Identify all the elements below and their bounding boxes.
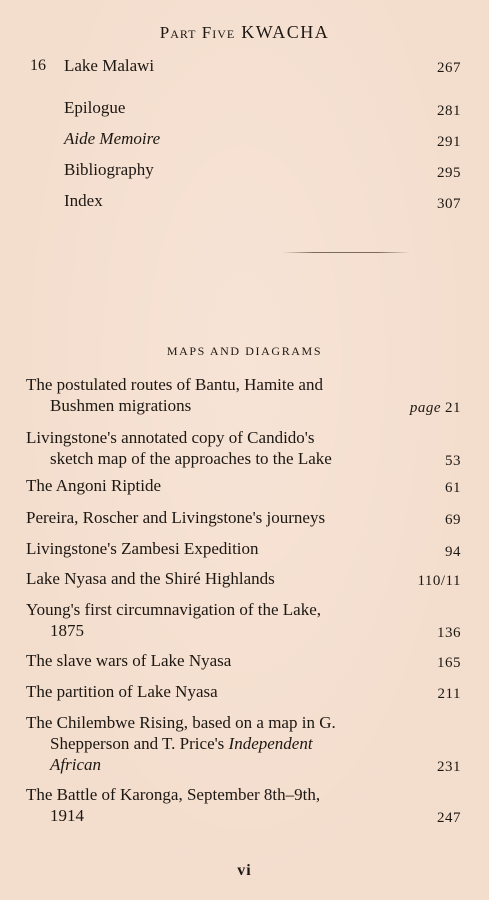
ornamental-rule	[282, 252, 410, 253]
map-entry	[26, 475, 461, 496]
page-number: 61	[445, 480, 461, 496]
section-title: Epilogue	[64, 98, 126, 117]
map-entry	[26, 681, 461, 702]
section-title: Index	[64, 191, 103, 210]
map-title-line: The Angoni Riptide	[26, 476, 162, 495]
map-title-line: The Battle of Karonga, September 8th–9th,	[26, 785, 321, 804]
section-title: Bibliography	[64, 160, 154, 179]
part-prefix: Part Five	[159, 23, 236, 42]
page-number: 231	[437, 759, 461, 775]
map-entry	[26, 650, 461, 671]
map-title-line: Lake Nyasa and the Shiré Highlands	[26, 569, 275, 588]
map-title-line: African	[50, 755, 101, 774]
page-number: 69	[445, 512, 461, 528]
map-title-line: The slave wars of Lake Nyasa	[26, 651, 232, 670]
map-title-text: Shepperson and T. Price's	[50, 734, 225, 753]
page-number: 136	[437, 625, 461, 641]
map-title-line: Bushmen migrations	[50, 396, 192, 415]
page-number: 247	[437, 810, 461, 826]
folio-page-number: vi	[237, 862, 252, 879]
page-number: 295	[437, 165, 461, 181]
maps-heading: MAPS AND DIAGRAMS	[166, 344, 323, 358]
map-title-line: The partition of Lake Nyasa	[26, 682, 218, 701]
map-entry	[26, 599, 461, 641]
chapter-number: 16	[30, 57, 46, 74]
page-number: 94	[445, 544, 461, 560]
map-title-line: Pereira, Roscher and Livingstone's journeys	[26, 508, 326, 527]
map-entry	[26, 507, 461, 528]
page-word: page	[409, 400, 441, 416]
map-entry	[26, 538, 461, 559]
page-number: 291	[437, 134, 461, 150]
section-title: Aide Memoire	[64, 129, 161, 148]
map-entry	[26, 712, 461, 775]
map-title-line: The postulated routes of Bantu, Hamite and	[26, 375, 323, 394]
map-title-line: sketch map of the approaches to the Lake	[50, 449, 332, 468]
map-title-line: 1914	[50, 806, 84, 825]
page-number: 211	[437, 686, 461, 702]
map-title-line: Young's first circumnavigation of the Lake,	[26, 600, 322, 619]
chapter-title: Lake Malawi	[64, 56, 155, 75]
map-entry	[26, 568, 461, 589]
map-page	[410, 398, 461, 419]
page-number: 281	[437, 103, 461, 119]
map-entry	[26, 427, 461, 469]
map-title-line: Livingstone's Zambesi Expedition	[26, 539, 259, 558]
map-title-line	[26, 733, 461, 754]
part-name: KWACHA	[241, 22, 330, 42]
page-number: 21	[445, 400, 461, 416]
map-title-line: Livingstone's annotated copy of Candido's	[26, 428, 315, 447]
map-title-italic: Independent	[228, 734, 313, 753]
part-heading	[0, 22, 489, 43]
page-number: 53	[445, 453, 461, 469]
map-title-line: 1875	[50, 621, 84, 640]
map-entry	[26, 374, 461, 416]
page-number: 165	[437, 655, 461, 671]
page-number: 267	[437, 60, 461, 76]
page-number: 110/11	[417, 573, 461, 589]
page-number: 307	[437, 196, 461, 212]
map-entry	[26, 784, 461, 826]
map-title-line: The Chilembwe Rising, based on a map in G.	[26, 713, 336, 732]
